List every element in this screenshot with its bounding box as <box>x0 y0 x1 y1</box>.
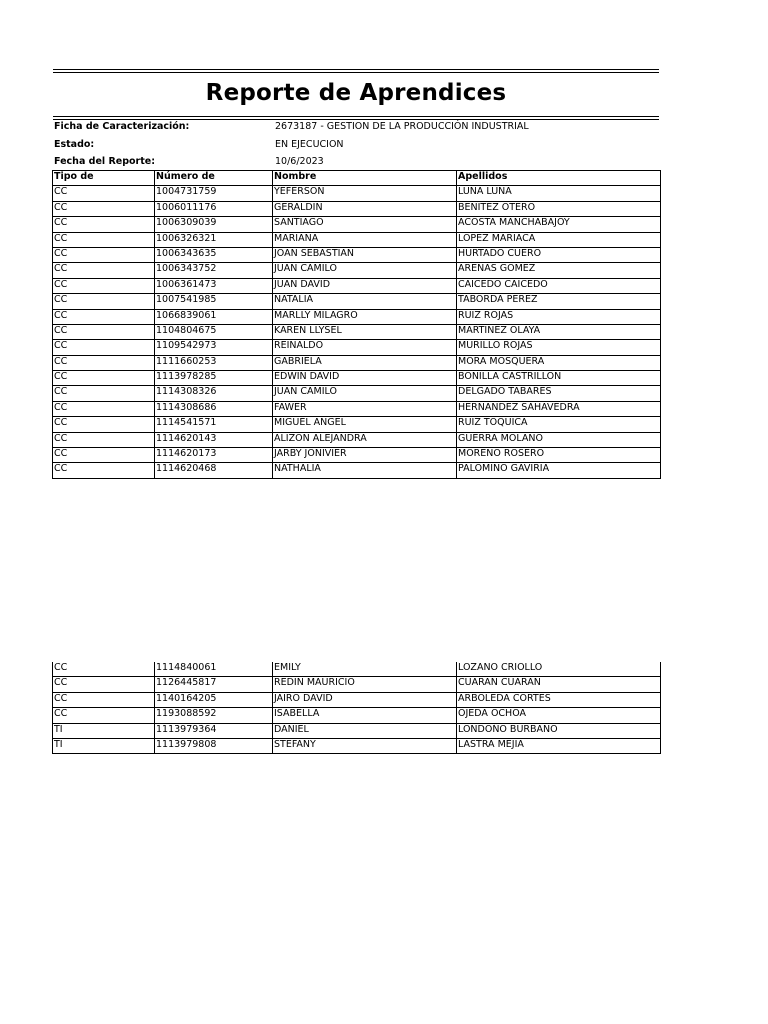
table-row <box>53 324 661 339</box>
top-rule-2 <box>53 72 659 73</box>
cell-nombre: REDIN MAURICIO <box>273 677 457 692</box>
table-row <box>53 708 661 723</box>
table-row <box>53 217 661 232</box>
cell-tipo: CC <box>53 432 155 447</box>
cell-numero: 1126445817 <box>155 677 273 692</box>
cell-tipo: CC <box>53 186 155 201</box>
cell-numero: 1113978285 <box>155 371 273 386</box>
cell-tipo: CC <box>53 355 155 370</box>
info-label: Fecha del Reporte: <box>54 156 156 167</box>
cell-apellidos: TABORDA PEREZ <box>457 294 661 309</box>
info-row-estado <box>53 136 659 154</box>
cell-apellidos: LONDOÑO BURBANO <box>457 723 661 738</box>
cell-tipo: CC <box>53 201 155 216</box>
table-row <box>53 432 661 447</box>
cell-tipo: CC <box>53 309 155 324</box>
cell-apellidos: CUARAN CUARAN <box>457 677 661 692</box>
table-body <box>53 186 661 478</box>
cell-apellidos: HERNANDEZ SAHAVEDRA <box>457 401 661 416</box>
cell-nombre: GABRIELA <box>273 355 457 370</box>
table-row <box>53 201 661 216</box>
cell-apellidos: RUIZ ROJAS <box>457 309 661 324</box>
cell-numero: 1114840061 <box>155 662 273 677</box>
cell-nombre: KAREN LLYSEL <box>273 324 457 339</box>
cell-tipo: CC <box>53 662 155 677</box>
cell-nombre: JOAN SEBASTIAN <box>273 247 457 262</box>
info-value: EN EJECUCION <box>275 138 344 150</box>
cell-numero: 1006326321 <box>155 232 273 247</box>
cell-nombre: EDWIN DAVID <box>273 371 457 386</box>
cell-numero: 1066839061 <box>155 309 273 324</box>
cell-nombre: REINALDO <box>273 340 457 355</box>
table-row <box>53 278 661 293</box>
table-row <box>53 309 661 324</box>
info-value: 10/6/2023 <box>275 156 324 167</box>
info-row-ficha <box>53 118 659 136</box>
cell-apellidos: LASTRA MEJIA <box>457 738 661 753</box>
cell-tipo: CC <box>53 247 155 262</box>
report-title: Reporte de Aprendices <box>205 80 507 106</box>
cell-apellidos: LUNA LUNA <box>457 186 661 201</box>
cell-apellidos: MORENO ROSERO <box>457 448 661 463</box>
cell-tipo: CC <box>53 371 155 386</box>
cell-apellidos: BONILLA CASTRILLON <box>457 371 661 386</box>
table-row <box>53 371 661 386</box>
cell-tipo: CC <box>53 417 155 432</box>
cell-nombre: FAWER <box>273 401 457 416</box>
cell-nombre: NATHALIA <box>273 463 457 478</box>
cell-numero: 1006343752 <box>155 263 273 278</box>
table-row <box>53 186 661 201</box>
cell-tipo: TI <box>53 723 155 738</box>
cell-numero: 1114308686 <box>155 401 273 416</box>
info-value: 2673187 - GESTION DE LA PRODUCCIÓN INDUSTRIAL <box>275 121 529 132</box>
cell-numero: 1140164205 <box>155 692 273 707</box>
cell-numero: 1006361473 <box>155 278 273 293</box>
table-row <box>53 355 661 370</box>
cell-tipo: CC <box>53 692 155 707</box>
cell-apellidos: ACOSTA MANCHABAJOY <box>457 217 661 232</box>
table-row <box>53 232 661 247</box>
table-row <box>53 463 661 478</box>
cell-numero: 1113979808 <box>155 738 273 753</box>
table-header-row <box>53 171 661 186</box>
cell-nombre: JUAN CAMILO <box>273 386 457 401</box>
cell-tipo: TI <box>53 738 155 753</box>
cell-tipo: CC <box>53 708 155 723</box>
cell-tipo: CC <box>53 401 155 416</box>
cell-nombre: YEFERSON <box>273 186 457 201</box>
cell-apellidos: CAICEDO CAICEDO <box>457 278 661 293</box>
cell-numero: 1114620143 <box>155 432 273 447</box>
cell-apellidos: RUIZ TOQUICA <box>457 417 661 432</box>
cell-numero: 1114541571 <box>155 417 273 432</box>
cell-numero: 1114620173 <box>155 448 273 463</box>
info-label: Ficha de Caracterización: <box>54 121 190 132</box>
cell-apellidos: ARBOLEDA CORTES <box>457 692 661 707</box>
column-header-tipo: Tipo de <box>53 171 155 186</box>
cell-nombre: MIGUEL ANGEL <box>273 417 457 432</box>
cell-numero: 1006309039 <box>155 217 273 232</box>
cell-numero: 1193088592 <box>155 708 273 723</box>
cell-nombre: JUAN DAVID <box>273 278 457 293</box>
cell-numero: 1006011176 <box>155 201 273 216</box>
top-rule-1 <box>53 69 659 70</box>
cell-nombre: MARIANA <box>273 232 457 247</box>
cell-nombre: SANTIAGO <box>273 217 457 232</box>
cell-numero: 1109542973 <box>155 340 273 355</box>
cell-numero: 1004731759 <box>155 186 273 201</box>
cell-nombre: DANIEL <box>273 723 457 738</box>
cell-nombre: MARLLY MILAGRO <box>273 309 457 324</box>
cell-nombre: EMILY <box>273 662 457 677</box>
cell-apellidos: LOZANO CRIOLLO <box>457 662 661 677</box>
cell-numero: 1113979364 <box>155 723 273 738</box>
cell-apellidos: LOPEZ MARIACA <box>457 232 661 247</box>
table-row <box>53 401 661 416</box>
table-row <box>53 294 661 309</box>
cell-apellidos: MARTINEZ OLAYA <box>457 324 661 339</box>
cell-numero: 1111660253 <box>155 355 273 370</box>
cell-numero: 1104804675 <box>155 324 273 339</box>
table-row <box>53 340 661 355</box>
cell-apellidos: OJEDA OCHOA <box>457 708 661 723</box>
cell-apellidos: MURILLO ROJAS <box>457 340 661 355</box>
cell-nombre: JAIRO DAVID <box>273 692 457 707</box>
cell-nombre: ISABELLA <box>273 708 457 723</box>
cell-numero: 1007541985 <box>155 294 273 309</box>
cell-apellidos: MORA MOSQUERA <box>457 355 661 370</box>
table-row <box>53 417 661 432</box>
cell-apellidos: DELGADO TABARES <box>457 386 661 401</box>
cell-apellidos: BENITEZ OTERO <box>457 201 661 216</box>
info-label: Estado: <box>54 138 95 150</box>
apprentices-table <box>52 170 661 479</box>
report-info <box>53 118 659 171</box>
table-row <box>53 263 661 278</box>
cell-numero: 1006343635 <box>155 247 273 262</box>
column-header-apellidos: Apellidos <box>457 171 661 186</box>
cell-tipo: CC <box>53 232 155 247</box>
cell-tipo: CC <box>53 448 155 463</box>
cell-apellidos: ARENAS GOMEZ <box>457 263 661 278</box>
table-row <box>53 738 661 753</box>
cell-tipo: CC <box>53 340 155 355</box>
cell-tipo: CC <box>53 263 155 278</box>
cell-nombre: ALIZON ALEJANDRA <box>273 432 457 447</box>
cell-tipo: CC <box>53 294 155 309</box>
column-header-nombre: Nombre <box>273 171 457 186</box>
table-row <box>53 662 661 677</box>
table-row <box>53 386 661 401</box>
column-header-numero: Número de <box>155 171 273 186</box>
cell-tipo: CC <box>53 463 155 478</box>
cell-nombre: JUAN CAMILO <box>273 263 457 278</box>
table-row <box>53 247 661 262</box>
cell-numero: 1114308326 <box>155 386 273 401</box>
cell-nombre: STEFANY <box>273 738 457 753</box>
cell-apellidos: GUERRA MOLANO <box>457 432 661 447</box>
cell-tipo: CC <box>53 324 155 339</box>
cell-apellidos: PALOMINO GAVIRIA <box>457 463 661 478</box>
cell-tipo: CC <box>53 386 155 401</box>
title-rule-1 <box>53 116 659 117</box>
cell-tipo: CC <box>53 677 155 692</box>
info-row-fecha <box>53 153 659 171</box>
cell-tipo: CC <box>53 278 155 293</box>
cell-numero: 1114620468 <box>155 463 273 478</box>
table-row <box>53 448 661 463</box>
cell-nombre: JARBY JONIVIER <box>273 448 457 463</box>
table-row <box>53 692 661 707</box>
cell-apellidos: HURTADO CUERO <box>457 247 661 262</box>
apprentices-table-continued <box>52 662 661 754</box>
table-body <box>53 662 661 754</box>
cell-nombre: NATALIA <box>273 294 457 309</box>
cell-nombre: GERALDIN <box>273 201 457 216</box>
table-row <box>53 677 661 692</box>
table-row <box>53 723 661 738</box>
cell-tipo: CC <box>53 217 155 232</box>
